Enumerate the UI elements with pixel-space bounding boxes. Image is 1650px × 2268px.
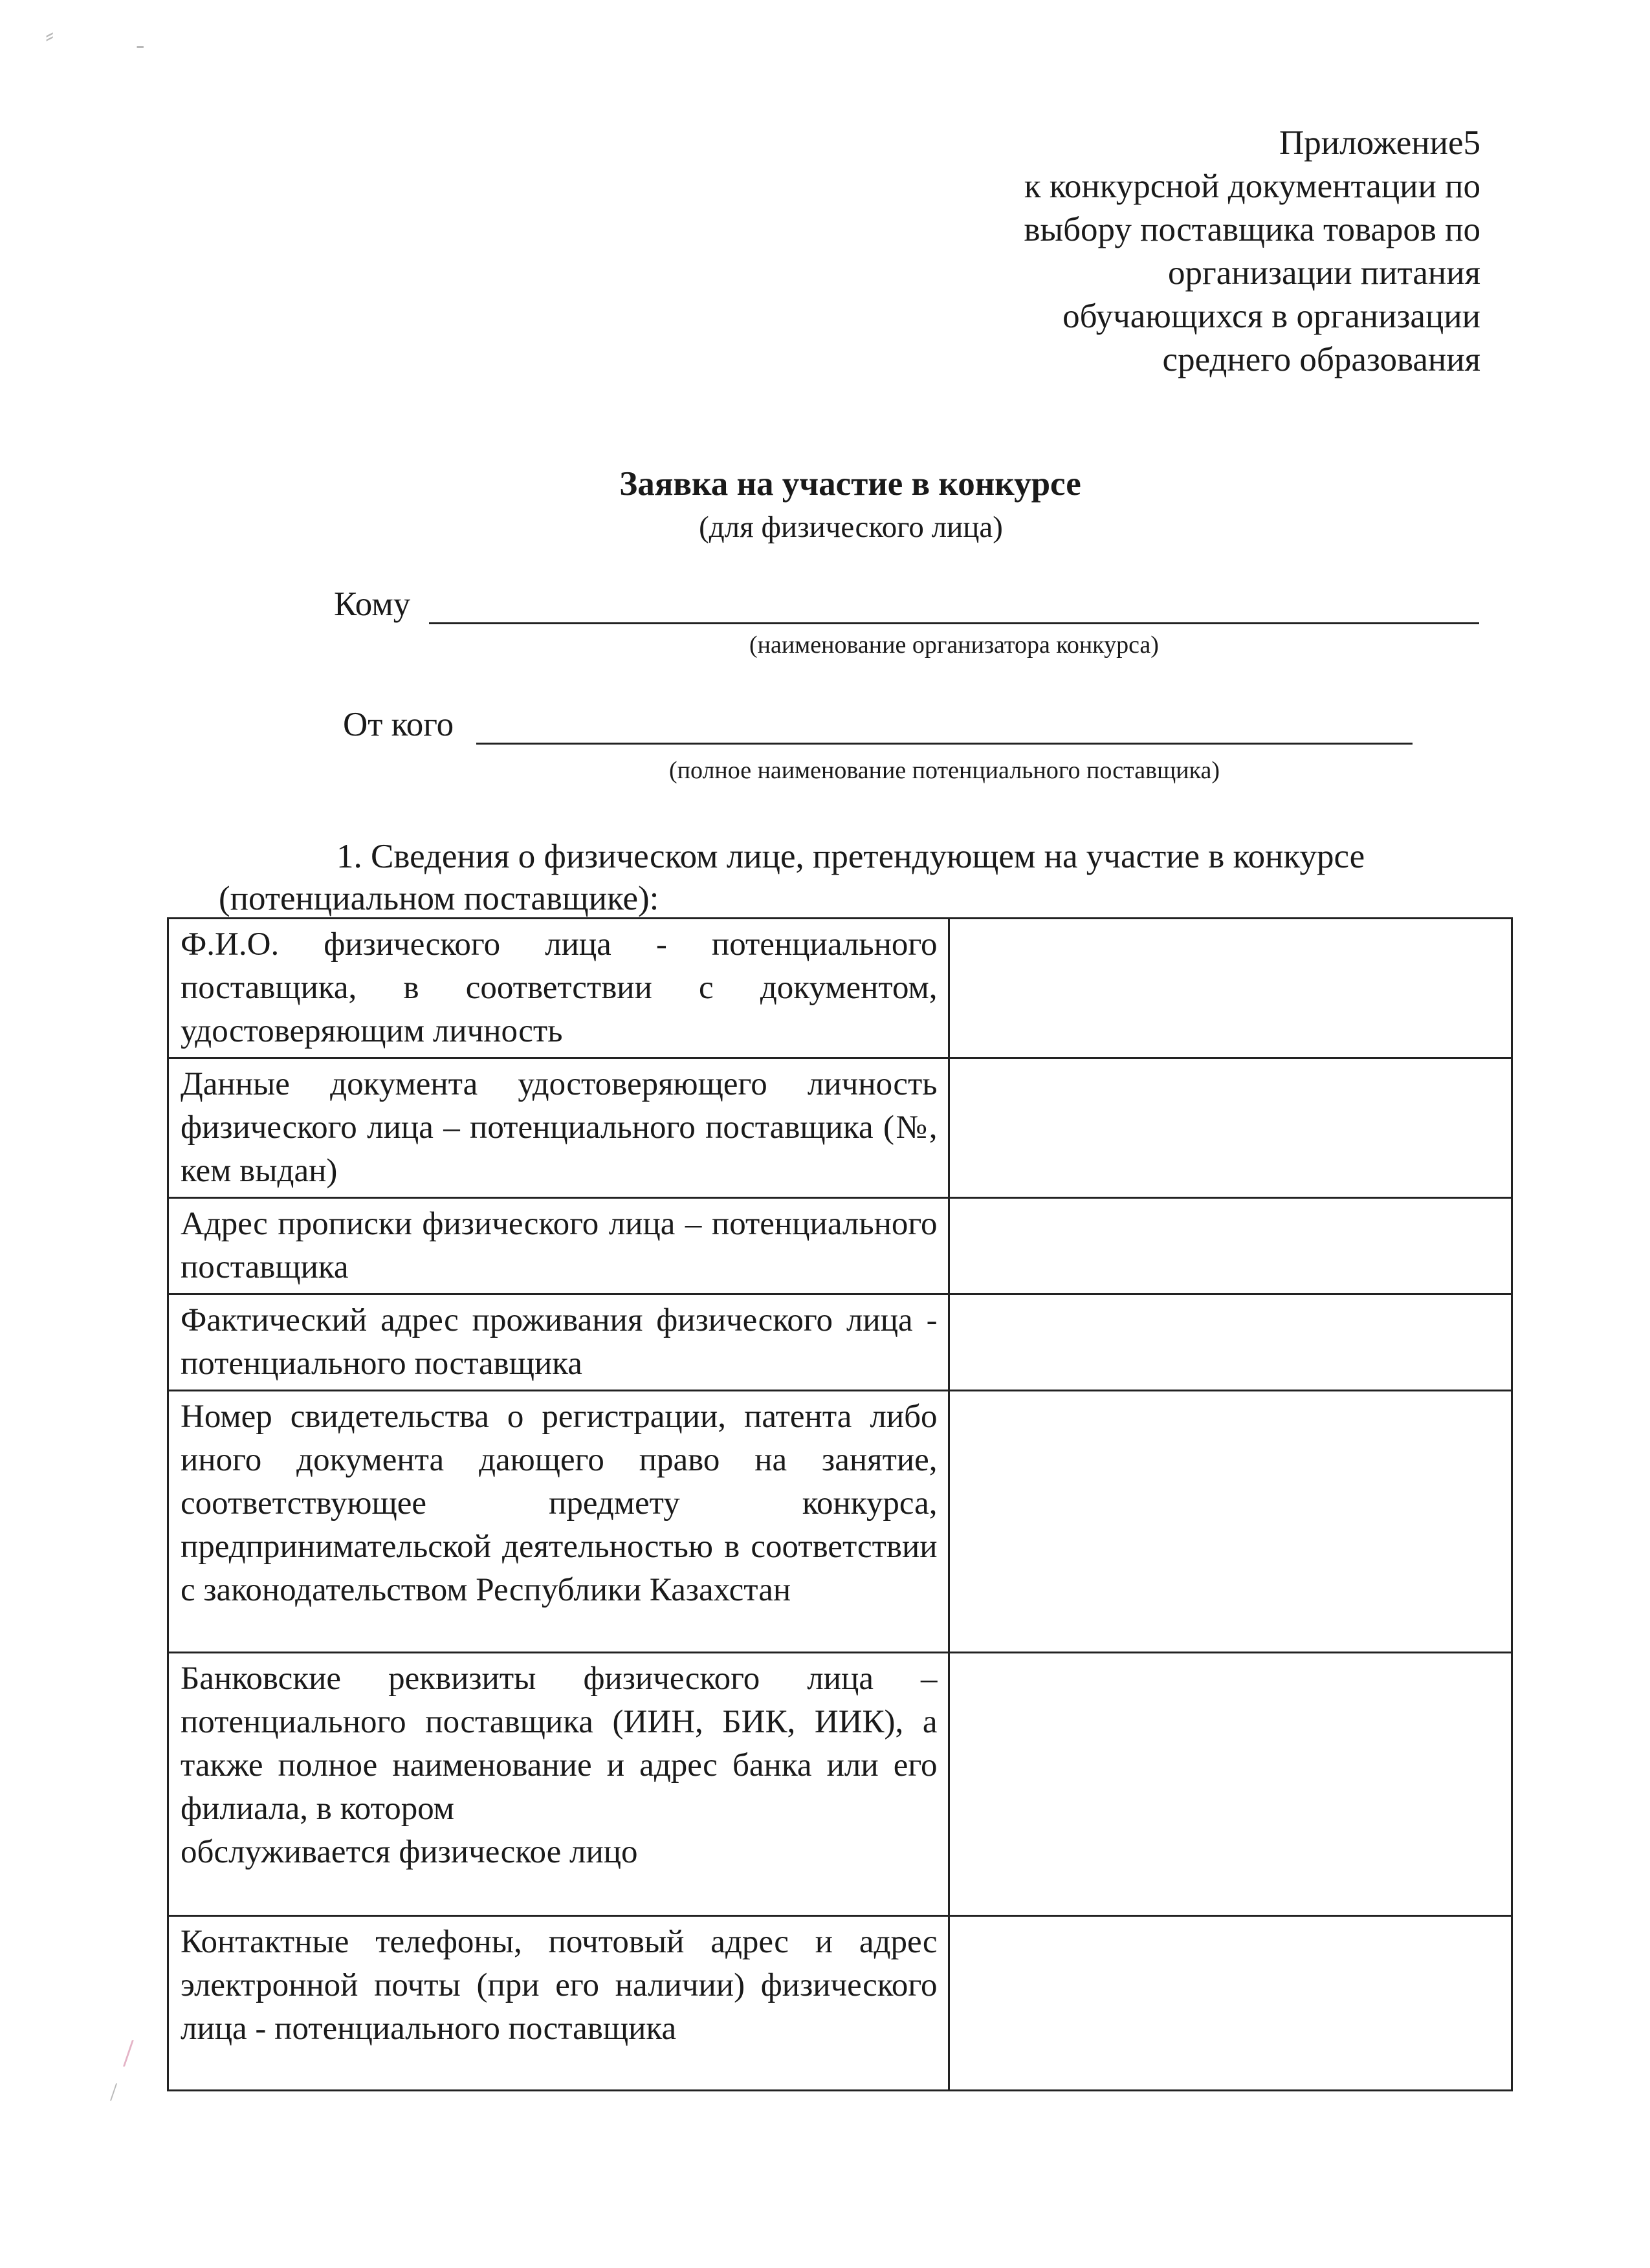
scan-speck: -: [136, 30, 145, 59]
table-row: [168, 1653, 1512, 1916]
appendix-line: Приложение5: [1279, 124, 1480, 162]
table-row: [168, 919, 1512, 1058]
table-row: [168, 1916, 1512, 2091]
to-field-line[interactable]: [429, 622, 1479, 624]
from-field-line[interactable]: [476, 743, 1413, 745]
section-heading-cont: (потенциальном поставщике):: [219, 880, 659, 917]
row-value-cell[interactable]: [949, 1391, 1512, 1653]
row-label: [168, 1653, 949, 1916]
scan-speck: /: [110, 2077, 118, 2106]
appendix-line: к конкурсной документации по: [1024, 168, 1480, 205]
to-field-caption: (наименование организатора конкурса): [749, 631, 1159, 659]
row-value-cell[interactable]: [949, 1653, 1512, 1916]
appendix-line: выбору поставщика товаров по: [1024, 211, 1480, 248]
row-label: Данные документа удостоверяющего личность физического лица – потенциального поставщика (№, кем выдан): [168, 1058, 949, 1198]
to-field-label: Кому: [334, 585, 411, 623]
appendix-line: среднего образования: [1162, 341, 1480, 378]
appendix-header: [1024, 122, 1480, 382]
row-value-cell[interactable]: [949, 1916, 1512, 2091]
table-row: [168, 1058, 1512, 1198]
from-field-caption: (полное наименование потенциального поставщика): [668, 757, 1220, 784]
from-field-label: От кого: [343, 706, 454, 743]
row-value-cell[interactable]: [949, 1058, 1512, 1198]
row-label: Ф.И.О. физического лица - потенциального поставщика, в соответствии с документом, удостоверяющим личность: [168, 919, 949, 1058]
row-label-main: Банковские реквизиты физического лица – потенциального поставщика (ИИН, БИК, ИИК), а также полное наименование и адрес банка или его филиала, в котором: [181, 1661, 938, 1827]
row-value-cell[interactable]: [949, 919, 1512, 1058]
row-label: Контактные телефоны, почтовый адрес и адрес электронной почты (при его наличии) физического лица - потенциального поставщика: [168, 1916, 949, 2091]
table-row: [168, 1294, 1512, 1391]
row-label: Номер свидетельства о регистрации, патента либо иного документа дающего право на занятие, соответствующее предмету конкурса, предпринимательской деятельностью в соответствии с законодательством Республики Казахстан: [168, 1391, 949, 1653]
document-title: Заявка на участие в конкурсе: [619, 465, 1081, 503]
row-label: Адрес прописки физического лица – потенциального поставщика: [168, 1198, 949, 1294]
row-label: Фактический адрес проживания физического лица - потенциального поставщика: [168, 1294, 949, 1391]
table-row: [168, 1198, 1512, 1294]
table-row: [168, 1391, 1512, 1653]
appendix-line: обучающихся в организации: [1062, 298, 1480, 335]
row-value-cell[interactable]: [949, 1294, 1512, 1391]
section-heading: 1. Сведения о физическом лице, претендующем на участие в конкурсе: [336, 838, 1365, 875]
row-label-cont: обслуживается физическое лицо: [181, 1834, 638, 1870]
row-value-cell[interactable]: [949, 1198, 1512, 1294]
document-subtitle: (для физического лица): [699, 510, 1003, 544]
scan-speck: /: [123, 2032, 134, 2075]
scan-speck: ⸗: [45, 20, 54, 49]
appendix-line: организации питания: [1168, 254, 1480, 292]
supplier-info-table: [167, 917, 1513, 2091]
